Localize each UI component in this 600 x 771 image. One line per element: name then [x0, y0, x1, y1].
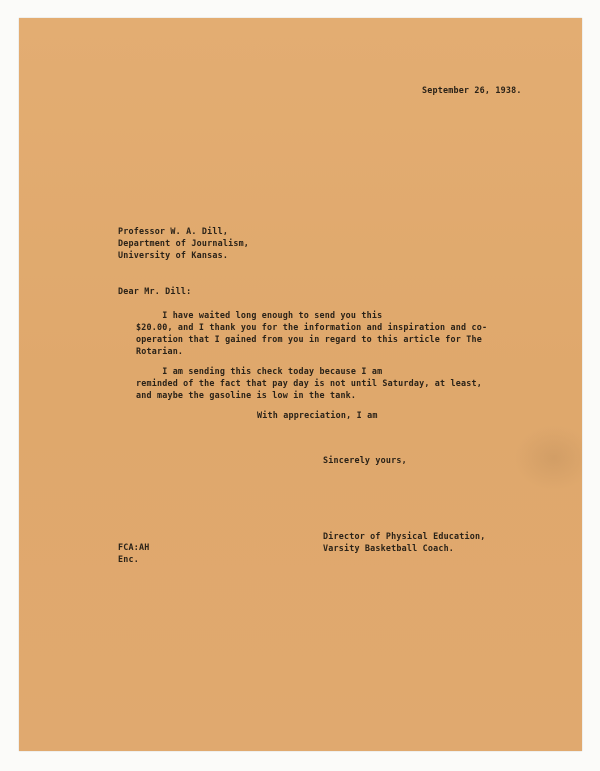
- signer-title-line: Director of Physical Education,: [323, 531, 486, 541]
- paragraph-line: $20.00, and I thank you for the information and inspiration and co-: [136, 322, 488, 332]
- letter-date: September 26, 1938.: [422, 85, 522, 95]
- letter-paper: [19, 18, 582, 751]
- reference-initials: [118, 541, 149, 565]
- signer-titles: [323, 530, 486, 554]
- paragraph-line: operation that I gained from you in regard to this article for The: [136, 334, 482, 344]
- signer-title-line: Varsity Basketball Coach.: [323, 543, 455, 553]
- initials-line: FCA:AH: [118, 542, 150, 552]
- recipient-line: Professor W. A. Dill,: [118, 226, 229, 236]
- paragraph-line: I have waited long enough to send you this: [136, 310, 383, 320]
- recipient-address: [118, 225, 249, 261]
- closing-phrase: With appreciation, I am: [257, 410, 378, 420]
- signoff: Sincerely yours,: [323, 455, 407, 465]
- enclosure-line: Enc.: [118, 554, 139, 564]
- paragraph-line: I am sending this check today because I am: [136, 366, 383, 376]
- paragraph-line: reminded of the fact that pay day is not until Saturday, at least,: [136, 378, 482, 388]
- recipient-line: Department of Journalism,: [118, 238, 250, 248]
- body-paragraph-1: [136, 309, 487, 357]
- recipient-line: University of Kansas.: [118, 250, 229, 260]
- salutation: Dear Mr. Dill:: [118, 286, 192, 296]
- paragraph-line: Rotarian.: [136, 346, 184, 356]
- paragraph-line: and maybe the gasoline is low in the tank.: [136, 390, 357, 400]
- body-paragraph-2: [136, 365, 482, 401]
